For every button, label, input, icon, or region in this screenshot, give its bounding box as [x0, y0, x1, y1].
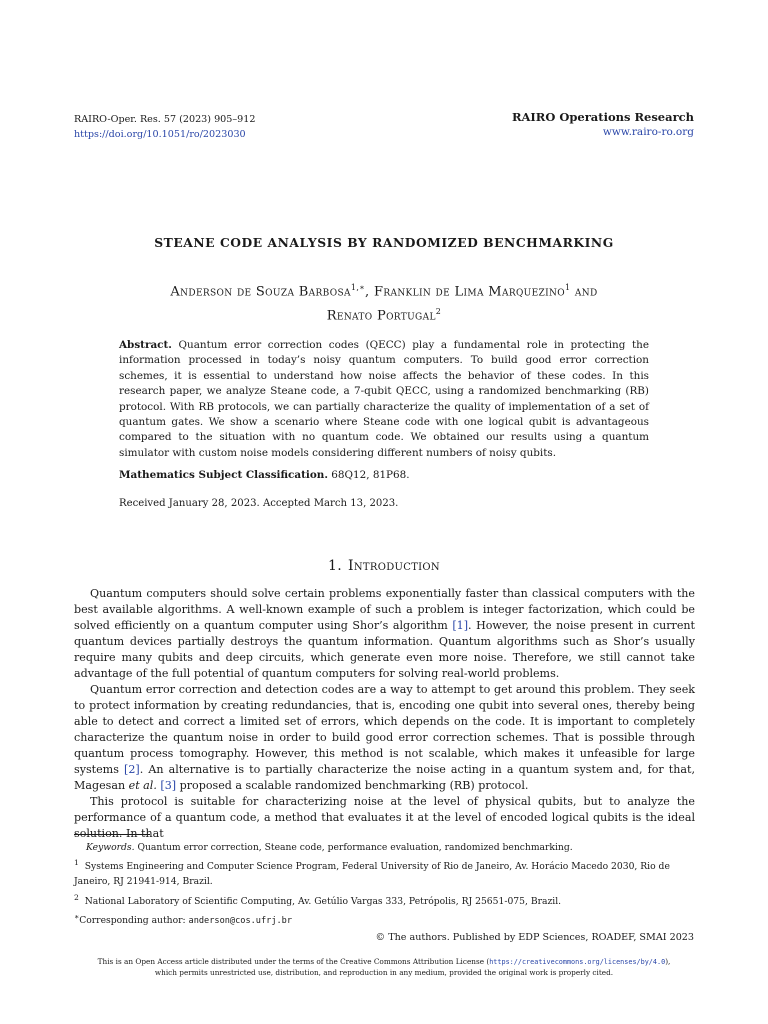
- paragraph-1: [74, 586, 695, 682]
- journal-name: RAIRO Operations Research: [511, 110, 694, 124]
- author-1-name: Anderson de Souza Barbosa: [170, 284, 351, 300]
- author-3-name: Renato Portugal: [326, 308, 436, 324]
- section-title-rest: ntroduction: [353, 558, 440, 574]
- et-al: et al.: [128, 779, 157, 792]
- header-journal-block: [512, 110, 694, 140]
- abstract-text: Quantum error correction codes (QECC) play a fundamental role in protecting the information processed in today’s noisy quantum computers. To build good error correction schemes, it is essential to understand how noise affects the behavior of these codes. In this research paper, we analyze Steane code, a 7-qubit QECC, using a randomized benchmarking (RB) protocol. With RB protocols, we can partially characterize the quality of implementation of a set of quantum gates. We show a scenario where Steane code with one logical qubit is advantageous compared to the situation with no quantum code. We obtained our results using a quantum simulator with custom noise models considering different numbers of noisy qubits.: [119, 339, 649, 459]
- corresponding-mark: ∗: [74, 911, 80, 921]
- footnote-1: [74, 855, 696, 889]
- license-notice: [0, 957, 768, 978]
- license-text-b: ),: [665, 957, 671, 966]
- paragraph-2-text-c: proposed a scalable randomized benchmarking (RB) protocol.: [176, 779, 529, 792]
- footnote-2-mark: 2: [74, 892, 79, 902]
- paper-title: STEANE CODE ANALYSIS BY RANDOMIZED BENCHMARKING: [154, 235, 614, 250]
- citation-ref-3[interactable]: [3]: [160, 779, 177, 792]
- header-citation-block: [74, 112, 256, 142]
- journal-citation: RAIRO-Oper. Res. 57 (2023) 905–912: [74, 114, 256, 125]
- paragraph-2-text-b: . An alternative is to partially characterize the noise acting in a quantum system and, for that, Magesan: [74, 763, 695, 792]
- keywords-text: Quantum error correction, Steane code, performance evaluation, randomized benchmarking.: [134, 842, 573, 853]
- footnotes: [74, 840, 696, 929]
- abstract-label: Abstract.: [119, 339, 172, 351]
- license-line-1: [0, 957, 768, 968]
- citation-ref-1[interactable]: [1]: [452, 619, 469, 632]
- doi-link[interactable]: https://doi.org/10.1051/ro/2023030: [74, 129, 246, 140]
- msc-label: Mathematics Subject Classification.: [119, 469, 328, 481]
- paragraph-1-text-a: Quantum computers should solve certain problems exponentially faster than classical computers with the best available algorithms. A well-known example of such a problem is integer factorization, which could be solved efficiently on a quantum computer using Shor’s algorithm: [74, 587, 695, 632]
- keywords-label: Keywords.: [86, 842, 135, 853]
- author-2-affiliation: 1: [565, 283, 571, 292]
- footnote-1-text: Systems Engineering and Computer Science Program, Federal University of Rio de Janeiro, Av. Horácio Macedo 2030, Rio de Janeiro, RJ 21941-914, Brazil.: [74, 861, 670, 888]
- section-number: 1.: [328, 558, 342, 574]
- author-separator-and: and: [570, 284, 598, 300]
- copyright-notice: © The authors. Published by EDP Sciences, ROADEF, SMAI 2023: [375, 932, 694, 943]
- license-text-a: This is an Open Access article distributed under the terms of the Creative Commons Attribution License (: [97, 957, 490, 966]
- journal-site-link[interactable]: www.rairo-ro.org: [602, 126, 694, 138]
- author-3-affiliation: 2: [435, 307, 442, 317]
- author-1-affiliation: 1,∗: [350, 283, 365, 292]
- footnote-2-text: National Laboratory of Scientific Computing, Av. Getúlio Vargas 333, Petrópolis, RJ 25651-075, Brazil.: [84, 895, 562, 907]
- section-title-text: [348, 558, 440, 574]
- corresponding-label: Corresponding author:: [79, 915, 189, 926]
- author-separator: ,: [365, 284, 374, 300]
- author-2-name: Franklin de Lima Marquezino: [373, 284, 565, 300]
- paragraph-1-text-b: . However, the noise present in current quantum devices partially destroys the quantum information. Quantum algorithms such as Shor’s usually require many qubits and deep circuits, which generate even more noise. Therefore, we still cannot take advantage of the full potential of quantum computers for solving real-world problems.: [74, 619, 695, 680]
- body-text: [74, 586, 695, 842]
- paragraph-2: [74, 682, 695, 794]
- msc-classification: [119, 469, 410, 481]
- keywords: [74, 840, 696, 855]
- section-heading: [0, 558, 768, 574]
- corresponding-email[interactable]: anderson@cos.ufrj.br: [188, 916, 293, 926]
- section-title-initial: I: [348, 558, 354, 574]
- received-dates: Received January 28, 2023. Accepted March 13, 2023.: [119, 498, 399, 509]
- author-list: [100, 278, 668, 327]
- license-line-2: which permits unrestricted use, distribution, and reproduction in any medium, provided the original work is properly cited.: [154, 967, 614, 977]
- footnote-1-mark: 1: [74, 858, 79, 868]
- citation-ref-2[interactable]: [2]: [124, 763, 140, 776]
- footnote-divider: [74, 834, 150, 835]
- paragraph-3: This protocol is suitable for characterizing noise at the level of physical qubits, but to analyze the performance of a quantum code, a method that evaluates it at the level of encoded logical qubits is the ideal solution. In that: [74, 795, 695, 840]
- paragraph-2-text-a: Quantum error correction and detection codes are a way to attempt to get around this problem. They seek to protect information by creating redundancies, that is, encoding one qubit into several ones, thereby being able to detect and correct a limited set of errors, which depends on the code. It is important to completely characterize the quantum noise in order to build good error correction schemes. That is possible through quantum process tomography. However, this method is not scalable, which makes it unfeasible for large systems: [74, 683, 695, 776]
- msc-codes: 68Q12, 81P68.: [327, 469, 410, 481]
- footnote-2: [74, 890, 696, 909]
- license-url[interactable]: https://creativecommons.org/licenses/by/4.0: [489, 958, 666, 966]
- corresponding-author: [74, 909, 696, 929]
- abstract: [119, 338, 649, 461]
